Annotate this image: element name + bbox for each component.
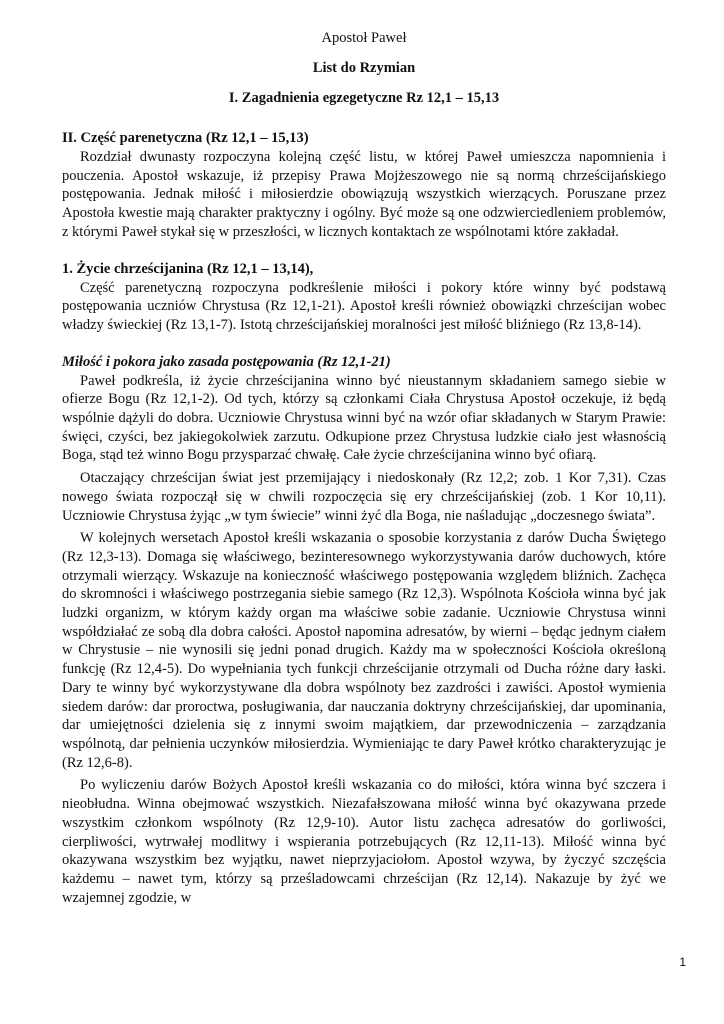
paragraph: Rozdział dwunasty rozpoczyna kolejną część listu, w której Paweł umieszcza napomnienia i pouczenia. Apostoł wskazuje, iż przepisy Prawa Mojżeszowego nie są normą chrześcijańskiego postępowania. Jednak miłość i miłosierdzie obowiązują wszystkich wierzących. Poruszane przez Apostoła kwestie mają charakter praktyczny i ogólny. Być może są one odzwierciedleniem problemów, z którymi Paweł stykał się w przeszłości, w licznych kontaktach ze wspólnotami które zakładał. (62, 149, 666, 240)
section-heading-parenetic: II. Część parenetyczna (Rz 12,1 – 15,13) (62, 130, 309, 146)
paragraph: Paweł podkreśla, iż życie chrześcijanina winno być nieustannym składaniem samego siebie w ofierze Bogu (Rz 12,1-2). Od tych, którzy są członkami Ciała Chrystusa Apostoł oczekuje, iż będą wspólnie dążyli do dobra. Uczniowie Chrystusa winni być na wzór ofiar składanych w Starym Prawie: święci, czyści, bez jakiegokolwiek zarzutu. Odkupione przez Chrystusa ludzkie ciało jest własnością Boga, stąd też winno Bogu przysparzać chwałę. Całe życie chrześcijanina winno być ofiarą. (62, 372, 666, 464)
author-title: Apostoł Paweł (321, 30, 407, 46)
section-heading-love-humility: Miłość i pokora jako zasada postępowania (Rz 12,1-21) (62, 353, 391, 370)
paragraph: Część parenetyczną rozpoczyna podkreślenie miłości i pokory które winny być podstawą postępowania uczniów Chrystusa (Rz 12,1-21). Apostoł kreśli również obowiązki chrześcijan wobec władzy świeckiej (Rz 13,1-7). Istotą chrześcijańskiej moralności jest miłość bliźniego (Rz 13,8-14). (62, 279, 666, 333)
paragraph: Otaczający chrześcijan świat jest przemijający i niedoskonały (Rz 12,2; zob. 1 Kor 7,31). Czas nowego świata rozpoczął się w chwili rozpoczęcia się ery chrześcijańskiej (zob. 1 Kor 10,11). Uczniowie Chrystusa żyjąc „w tym świecie” winni żyć dla Boga, nie naśladując „doczesnego świata”. (62, 470, 666, 524)
letter-title: List do Rzymian (312, 60, 416, 76)
paragraph: W kolejnych wersetach Apostoł kreśli wskazania o sposobie korzystania z darów Ducha Świętego (Rz 12,3-13). Domaga się właściwego, bezinteresownego wykorzystywania darów duchowych, które otrzymali wierzący. Wskazuje na konieczność właściwego postępowania względem bliźnich. Zachęca do skromności i właściwego postrzegania siebie samego (Rz 12,3). Wspólnota Kościoła winna być jak ludzki organizm, w którym każdy organ ma właściwe sobie zadanie. Uczniowie Chrystusa winni współdziałać ze sobą dla dobra całości. Apostoł napomina adresatów, by wierni – będąc jednym ciałem w Chrystusie – nie wynosili się jedni ponad drugich. Każdy ma w społeczności Kościoła określoną funkcję (Rz 12,4-5). Do wypełniania tych funkcji chrześcijanie otrzymali od Ducha różne dary łaski. Dary te winny być wykorzystywane dla dobra wspólnoty bez zazdrości i zawiści. Apostoł wymienia siedem darów: dar proroctwa, posługiwania, dar nauczania doktryny chrześcijańskiej, dar upominania, dar umiejętności dzielenia się z innymi swoim majątkiem, dar przewodniczenia – zarządzania wspólnotą, dar pełnienia uczynków miłosierdzia. Wymieniając te dary Paweł krótko charakteryzując je (Rz 12,6-8). (62, 530, 666, 771)
document-page (62, 30, 666, 907)
page-number: 1 (679, 955, 686, 969)
paragraph: Po wyliczeniu darów Bożych Apostoł kreśli wskazania co do miłości, która winna być szczera i nieobłudna. Winna obejmować wszystkich. Niezafałszowana miłość winna być okazywana przede wszystkim członkom wspólnoty (Rz 12,9-10). Autor listu zachęca adresatów do gorliwości, cierpliwości, wytrwałej modlitwy i wspierania potrzebujących (Rz 12,11-13). Miłość winna być okazywana wszystkim bez wyjątku, nawet nieprzyjaciołom. Apostoł wzywa, by życzyć szczęścia każdemu – nawet tym, którzy są prześladowcami chrześcijan (Rz 12,14). Nakazuje by żyć we wzajemnej zgodzie, w (62, 777, 666, 906)
section-heading-christian-life: 1. Życie chrześcijanina (Rz 12,1 – 13,14), (62, 260, 314, 277)
part-title: I. Zagadnienia egzegetyczne Rz 12,1 – 15,13 (228, 90, 500, 106)
